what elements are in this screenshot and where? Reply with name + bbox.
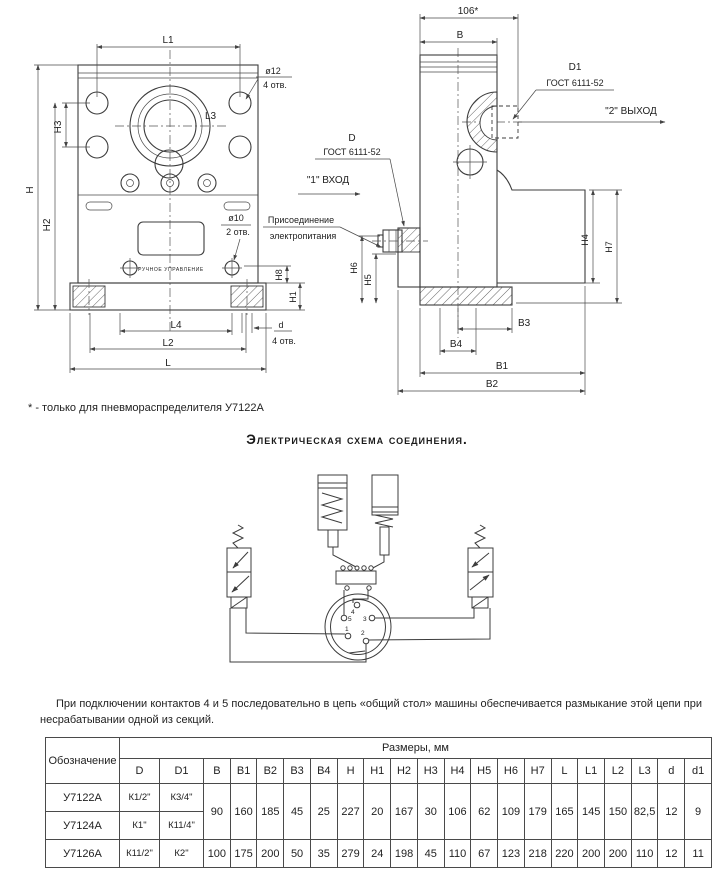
pin-label-2: 2 — [361, 630, 365, 637]
model-name: У7122А — [46, 784, 120, 812]
pin-label-1: 1 — [345, 626, 349, 633]
col-header: H7 — [524, 759, 551, 784]
col-header: D — [120, 759, 160, 784]
cell: 67 — [471, 840, 498, 868]
cell: 62 — [471, 784, 498, 840]
dim-label-l2: L2 — [162, 338, 174, 349]
cell: 165 — [551, 784, 578, 840]
dim-label-b1: B1 — [495, 361, 509, 372]
cell: 175 — [230, 840, 257, 868]
cell: 25 — [310, 784, 337, 840]
dimension-drawing — [0, 0, 714, 400]
side-view — [263, 6, 665, 395]
col-header: B4 — [310, 759, 337, 784]
cell-d: К1" — [120, 812, 160, 840]
col-header: L2 — [605, 759, 632, 784]
dim-label-b4: B4 — [449, 339, 463, 350]
col-header-designation: Обозначение — [46, 738, 120, 784]
pin-label-5: 5 — [348, 616, 352, 623]
dim-label-dia12: ø12 — [265, 66, 281, 76]
col-header: H1 — [364, 759, 391, 784]
power-callout-line2: электропитания — [269, 231, 337, 241]
cell: 279 — [337, 840, 364, 868]
cell-d: К1/2" — [120, 784, 160, 812]
col-header: D1 — [160, 759, 204, 784]
dim-label-d-thread: D — [348, 133, 356, 144]
cell: 9 — [685, 784, 712, 840]
cell: 160 — [230, 784, 257, 840]
dim-label-h6: H6 — [349, 262, 359, 274]
table-row — [46, 784, 712, 812]
dim-label-h8: H8 — [274, 269, 284, 281]
manual-control-label: РУЧНОЕ УПРАВЛЕНИЕ — [138, 267, 204, 273]
cell: 200 — [578, 840, 605, 868]
dim-label-h5: H5 — [363, 274, 373, 286]
cell: 145 — [578, 784, 605, 840]
dim-label-l1: L1 — [162, 35, 174, 46]
dimensions-table — [45, 737, 712, 868]
inlet-label: "1" ВХОД — [306, 175, 350, 186]
cell: 30 — [417, 784, 444, 840]
round-connector — [325, 594, 391, 660]
wires — [230, 608, 490, 662]
schematic-title: Электрическая схема соединения. — [246, 432, 468, 447]
cell: 109 — [498, 784, 525, 840]
dim-label-h: H — [25, 186, 36, 194]
col-header: L — [551, 759, 578, 784]
cell: 82,5 — [631, 784, 658, 840]
cell: 198 — [391, 840, 418, 868]
dim-label-h2: H2 — [42, 218, 53, 232]
cell: 45 — [284, 784, 311, 840]
dim-label-b2: B2 — [485, 379, 499, 390]
col-header: L1 — [578, 759, 605, 784]
dim-label-d-qty: 4 отв. — [272, 336, 296, 346]
cell: 227 — [337, 784, 364, 840]
cell: 35 — [310, 840, 337, 868]
electrical-schematic — [0, 455, 714, 697]
col-header: H3 — [417, 759, 444, 784]
model-name: У7124А — [46, 812, 120, 840]
dim-label-dia12-qty: 4 отв. — [263, 80, 287, 90]
cell: 20 — [364, 784, 391, 840]
table-row — [46, 840, 712, 868]
cell-d: К11/2" — [120, 840, 160, 868]
col-header: H5 — [471, 759, 498, 784]
dim-label-h3: H3 — [53, 120, 64, 134]
col-header: L3 — [631, 759, 658, 784]
power-callout-line1: Присоединение — [267, 215, 335, 225]
cell-d1: К2" — [160, 840, 204, 868]
col-header: B3 — [284, 759, 311, 784]
left-coil-symbol — [318, 475, 356, 567]
cell: 12 — [658, 784, 685, 840]
gost-label-d: ГОСТ 6111-52 — [323, 147, 381, 157]
dim-label-b: B — [456, 30, 464, 41]
col-header: H — [337, 759, 364, 784]
dim-label-dia10-qty: 2 отв. — [226, 227, 250, 237]
cell: 200 — [605, 840, 632, 868]
dim-label-h7: H7 — [604, 241, 614, 253]
cell: 90 — [204, 784, 231, 840]
cell: 110 — [444, 840, 471, 868]
dim-label-d: d — [278, 320, 284, 330]
col-header: H4 — [444, 759, 471, 784]
cell: 50 — [284, 840, 311, 868]
dim-label-106: 106* — [457, 6, 479, 17]
dim-label-l3: L3 — [205, 111, 217, 122]
cell: 150 — [605, 784, 632, 840]
cell: 110 — [631, 840, 658, 868]
col-header: d1 — [685, 759, 712, 784]
right-coil-symbol — [371, 475, 398, 569]
cell: 12 — [658, 840, 685, 868]
col-header: H6 — [498, 759, 525, 784]
cell: 167 — [391, 784, 418, 840]
front-view — [25, 35, 305, 373]
pin-5 — [341, 615, 347, 621]
dim-label-h1: H1 — [288, 291, 298, 303]
model-name: У7126А — [46, 840, 120, 868]
cell: 11 — [685, 840, 712, 868]
dim-label-b3: B3 — [518, 318, 531, 329]
dim-label-dia10: ø10 — [228, 213, 244, 223]
left-valve-symbol — [227, 525, 251, 608]
cell: 220 — [551, 840, 578, 868]
dimensions-table-wrapper — [45, 737, 712, 868]
col-header: B1 — [230, 759, 257, 784]
dim-label-h4: H4 — [580, 234, 590, 246]
pin-label-3: 3 — [363, 616, 367, 623]
cell-d1: К3/4" — [160, 784, 204, 812]
cell: 200 — [257, 840, 284, 868]
outlet-label: "2" ВЫХОД — [605, 106, 657, 117]
footnote: * - только для пневмораспределителя У7122А — [28, 402, 264, 414]
col-header-sizes: Размеры, мм — [120, 738, 712, 759]
cell: 123 — [498, 840, 525, 868]
pin-1 — [345, 633, 351, 639]
cell: 24 — [364, 840, 391, 868]
col-header: d — [658, 759, 685, 784]
cell: 218 — [524, 840, 551, 868]
dim-label-l4: L4 — [170, 320, 182, 331]
dim-label-d1-thread: D1 — [568, 62, 582, 73]
cell: 185 — [257, 784, 284, 840]
pin-2 — [363, 638, 369, 644]
pin-4 — [354, 602, 360, 608]
cell-d1: К11/4" — [160, 812, 204, 840]
cell: 45 — [417, 840, 444, 868]
col-header: B — [204, 759, 231, 784]
pin-3 — [369, 615, 375, 621]
dim-label-l: L — [165, 358, 171, 369]
cell: 100 — [204, 840, 231, 868]
gost-label-d1: ГОСТ 6111-52 — [546, 78, 604, 88]
cell: 106 — [444, 784, 471, 840]
col-header: H2 — [391, 759, 418, 784]
cell: 179 — [524, 784, 551, 840]
contacts-note-paragraph: При подключении контактов 4 и 5 последовательно в цепь «общий стол» машины обеспечивается размыкание этой цепи при несрабатывании одной из секций. — [40, 698, 702, 726]
pin-label-4: 4 — [351, 609, 355, 616]
right-valve-symbol — [468, 525, 493, 608]
col-header: B2 — [257, 759, 284, 784]
